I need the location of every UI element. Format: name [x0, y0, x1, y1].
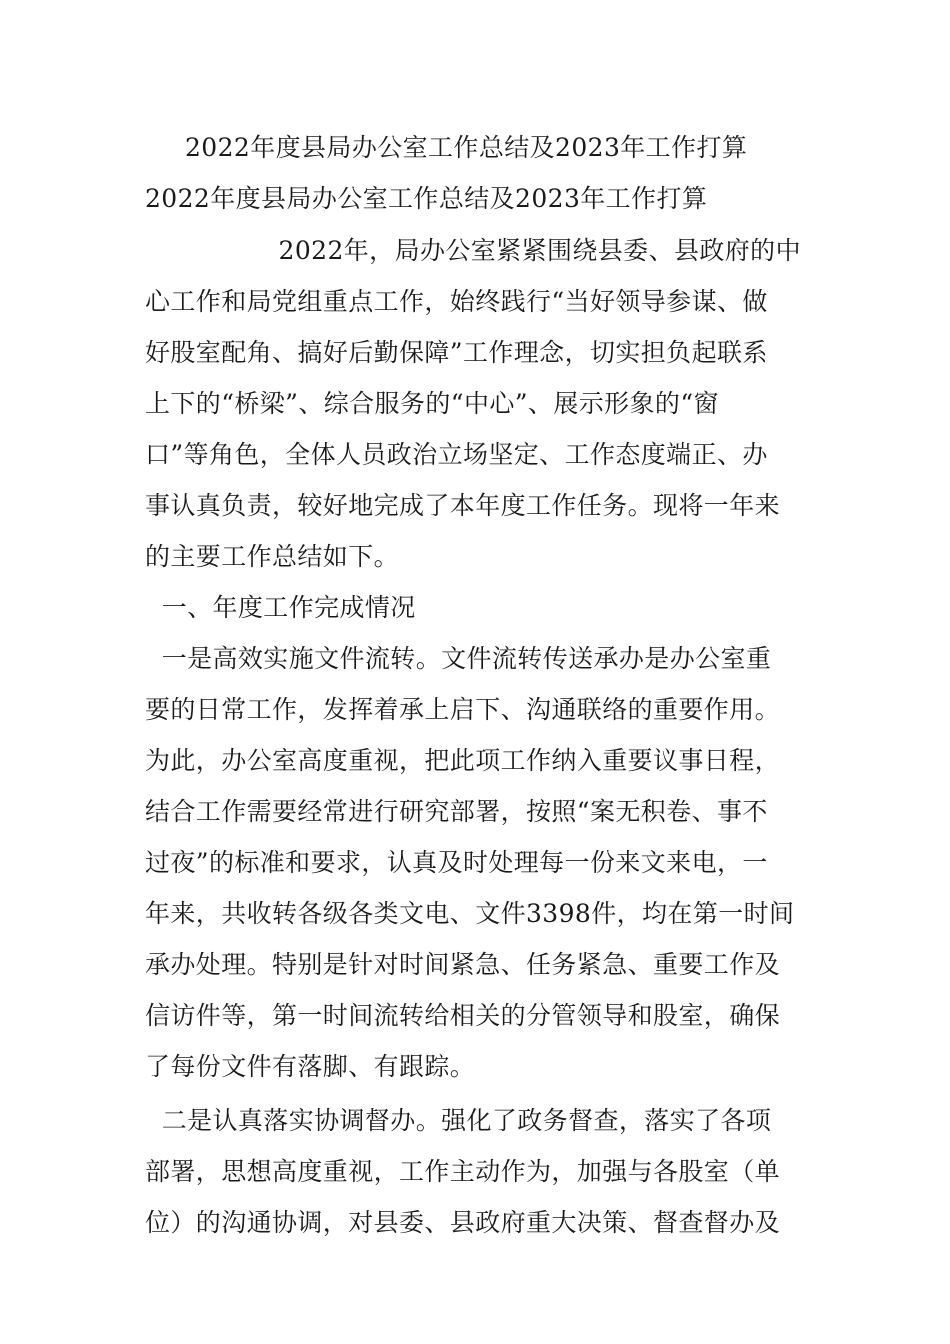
body-line: 部署，思想高度重视，工作主动作为，加强与各股室（单 — [145, 1157, 781, 1186]
body-line: 2022年，局办公室紧紧围绕县委、县政府的中 — [145, 236, 801, 265]
body-line: 为此，办公室高度重视，把此项工作纳入重要议事日程， — [145, 746, 781, 775]
body-line: 了每份文件有落脚、有跟踪。 — [145, 1052, 476, 1081]
body-line: 年来，共收转各级各类文电、文件3398件，均在第一时间 — [145, 899, 795, 928]
body-line: 二是认真落实协调督办。强化了政务督查，落实了各项 — [145, 1106, 772, 1135]
body-line: 过夜”的标准和要求，认真及时处理每一份来文来电，一 — [145, 848, 768, 877]
body-line: 承办处理。特别是针对时间紧急、任务紧急、重要工作及 — [145, 950, 781, 979]
body-line: 信访件等，第一时间流转给相关的分管领导和股室，确保 — [145, 1001, 781, 1030]
body-line: 心工作和局党组重点工作，始终践行“当好领导参谋、做 — [145, 287, 768, 316]
body-line: 的主要工作总结如下。 — [145, 542, 400, 571]
body-line: 要的日常工作，发挥着承上启下、沟通联络的重要作用。 — [145, 695, 781, 724]
body-line: 事认真负责，较好地完成了本年度工作任务。现将一年来 — [145, 491, 781, 520]
body-line: 上下的“桥梁”、综合服务的“中心”、展示形象的“窗 — [145, 389, 719, 418]
document-title: 2022年度县局办公室工作总结及2023年工作打算 — [185, 133, 748, 162]
body-line: 好股室配角、搞好后勤保障”工作理念，切实担负起联系 — [145, 338, 768, 367]
section-heading: 一、年度工作完成情况 — [145, 593, 416, 622]
document-subtitle: 2022年度县局办公室工作总结及2023年工作打算 — [145, 184, 708, 213]
body-line: 位）的沟通协调，对县委、县政府重大决策、督查督办及 — [145, 1208, 781, 1237]
body-line: 口”等角色，全体人员政治立场坚定、工作态度端正、办 — [145, 440, 768, 469]
body-line: 结合工作需要经常进行研究部署，按照“案无积卷、事不 — [145, 797, 768, 826]
body-line: 一是高效实施文件流转。文件流转传送承办是办公室重 — [145, 644, 772, 673]
